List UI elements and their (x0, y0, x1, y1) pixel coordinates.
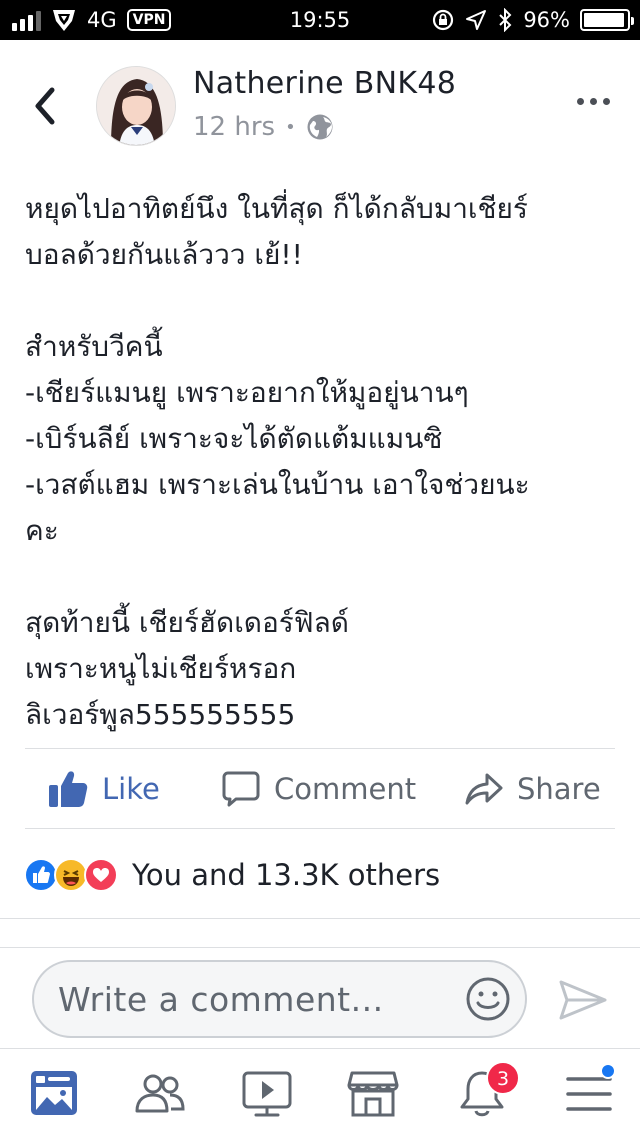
send-icon[interactable] (558, 978, 608, 1022)
back-button[interactable] (30, 86, 60, 126)
comment-placeholder: Write a comment... (58, 980, 384, 1019)
post-header (0, 40, 640, 160)
share-arrow-icon (465, 772, 503, 806)
divider (25, 828, 615, 829)
thumbs-up-icon (48, 770, 88, 808)
network-type: 4G (87, 8, 117, 32)
love-reaction-icon (84, 858, 118, 892)
vpn-badge: VPN (127, 9, 172, 31)
meta-separator: • (285, 116, 296, 138)
author-avatar[interactable] (96, 66, 176, 146)
bluetooth-icon (497, 8, 513, 32)
location-arrow-icon (465, 9, 487, 31)
comment-bubble-icon (222, 771, 260, 807)
rotation-lock-icon (431, 8, 455, 32)
marketplace-icon[interactable] (346, 1067, 400, 1121)
clock: 19:55 (289, 8, 351, 32)
comment-label: Comment (274, 772, 417, 806)
like-reaction-icon (24, 858, 58, 892)
battery-icon (580, 9, 630, 31)
share-label: Share (517, 772, 601, 806)
public-globe-icon (306, 113, 334, 141)
like-button[interactable] (48, 750, 160, 828)
comment-composer (0, 948, 640, 1048)
post-actions (0, 750, 640, 828)
post-time[interactable]: 12 hrs (193, 112, 276, 142)
watch-icon[interactable] (240, 1067, 294, 1121)
status-bar (0, 0, 640, 40)
battery-percent: 96% (523, 8, 570, 32)
share-button[interactable] (465, 750, 601, 828)
comment-input[interactable] (32, 960, 527, 1038)
comment-button[interactable] (222, 750, 416, 828)
more-options-button[interactable] (577, 98, 610, 105)
bottom-navigation (0, 1048, 640, 1136)
divider (0, 918, 640, 919)
author-name[interactable]: Natherine BNK48 (193, 66, 457, 101)
divider (25, 748, 615, 749)
friends-icon[interactable] (133, 1067, 187, 1121)
haha-reaction-icon (54, 858, 88, 892)
menu-notification-dot (600, 1063, 616, 1079)
notifications-badge: 3 (486, 1061, 520, 1095)
like-label: Like (102, 772, 160, 806)
post-meta (193, 112, 334, 142)
emoji-picker-icon[interactable] (465, 976, 511, 1022)
news-feed-icon[interactable] (27, 1067, 81, 1121)
reactions-count: You and 13.3K others (132, 858, 441, 892)
post-body: หยุดไปอาทิตย์นึง ในที่สุด ก็ได้กลับมาเชียร์ บอลด้วยกันแล้ววว เย้!! สำหรับวีคนี้ -เชียร์แมนยู เพราะอยากให้มูอยู่นานๆ -เบิร์นลีย์ เพราะจะได้ตัดแต้มแมนซิ -เวสต์แฮม เพราะเล่นในบ้าน เอาใจช่วยนะ คะ สุดท้ายนี้ เชียร์ฮัดเดอร์ฟิลด์ เพราะหนูไม่เชียร์หรอก ลิเวอร์พูล555555555 (25, 192, 530, 731)
reactions-summary[interactable] (24, 852, 440, 898)
